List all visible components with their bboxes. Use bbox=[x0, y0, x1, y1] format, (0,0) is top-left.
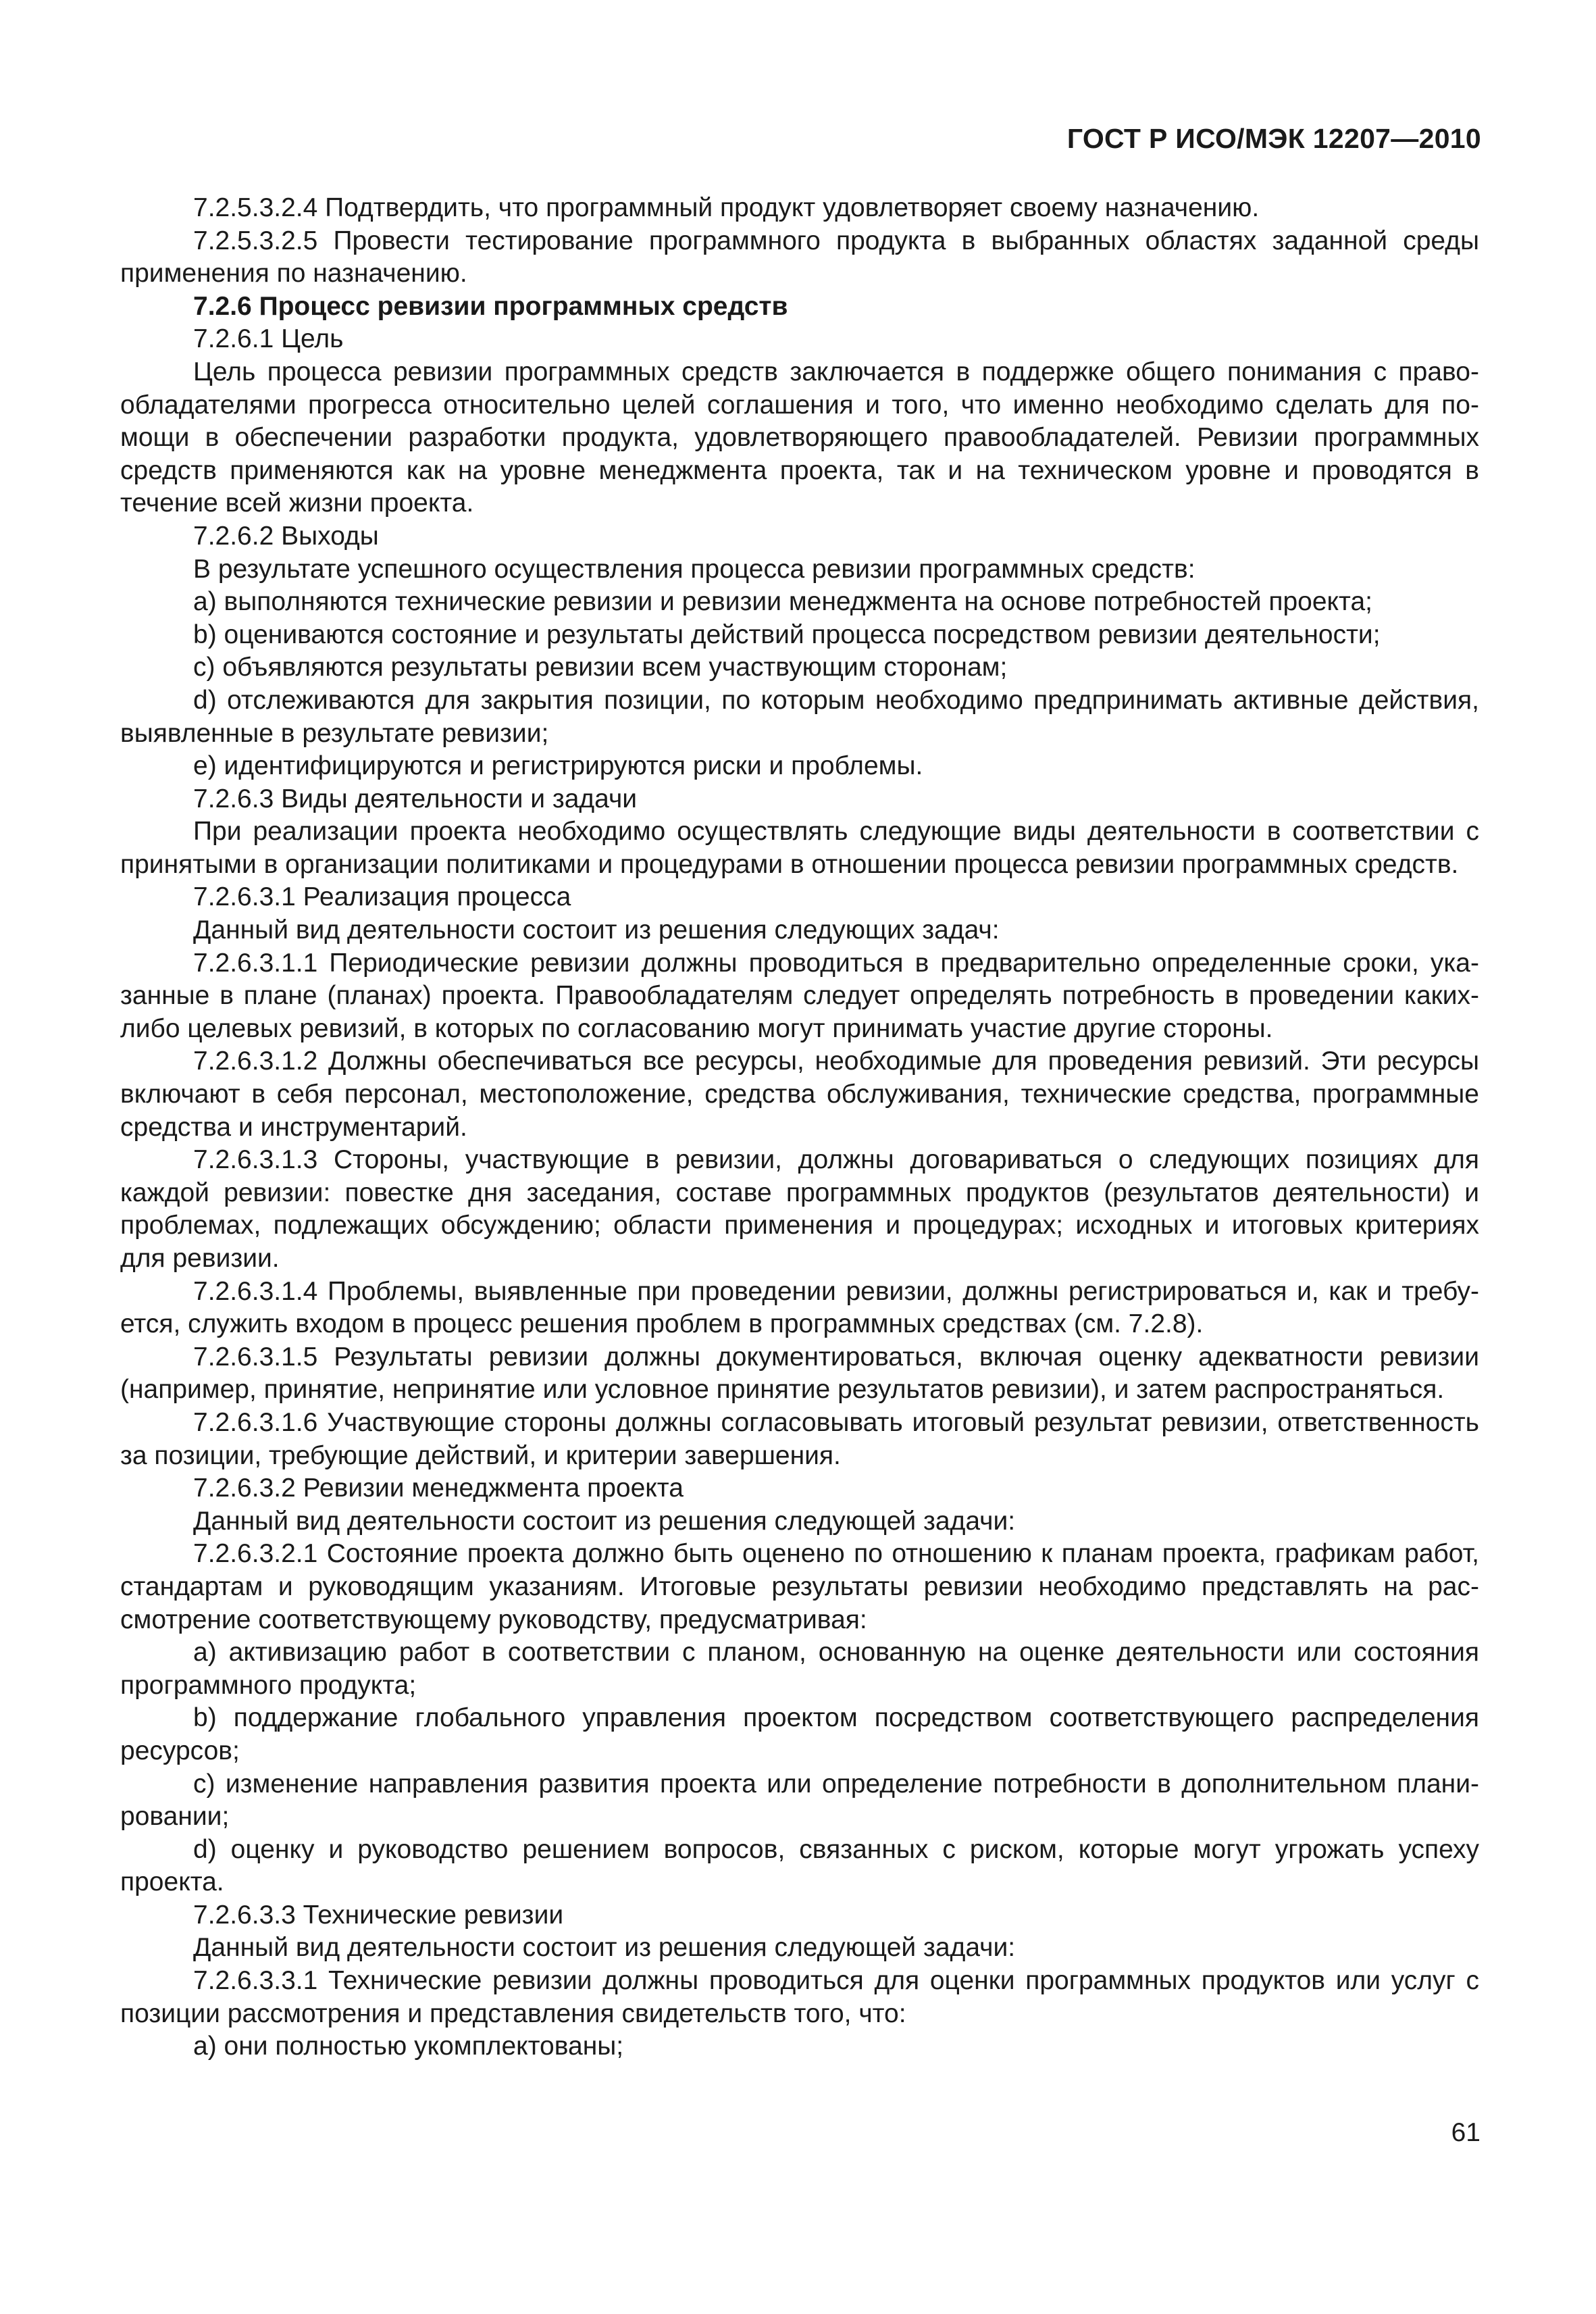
document-header: ГОСТ Р ИСО/МЭК 12207—2010 bbox=[1066, 123, 1481, 154]
paragraph: 7.2.6.3.1.1 Периодические ревизии должны проводиться в предварительно определенные сроки, указанные в плане (планах) проекта. Правообладателям следует определять потребность в проведении каких-либо целевых ревизий, в которых по согласованию могут принимать участие другие стороны. bbox=[120, 948, 1479, 1043]
paragraph: 7.2.5.3.2.4 Подтвердить, что программный продукт удовлетворяет своему назначению. bbox=[193, 193, 1260, 222]
paragraph: 7.2.6.3.1.2 Должны обеспечиваться все ресурсы, необходимые для проведения ревизий. Эти ресурсы включают в себя персонал, местоположение, средства обслуживания, технические средства, программные средства и инструментарий. bbox=[120, 1047, 1479, 1142]
subsection-heading: 7.2.6.3.2 Ревизии менеджмента проекта bbox=[193, 1474, 684, 1503]
paragraph: Цель процесса ревизии программных средств заключается в поддержке общего понимания с правообладателями прогресса относительно целей соглашения и того, что именно необходимо сделать для помощи в обеспечении разработки продукта, удовлетворяющего правообладателей. Ревизии программных средств применяются как на уровне менеджмента проекта, так и на техническом уровне и проводятся в течение всей жизни проекта. bbox=[120, 357, 1479, 518]
subsection-heading: 7.2.6.2 Выходы bbox=[193, 521, 379, 551]
paragraph: 7.2.6.3.1.3 Стороны, участвующие в ревизии, должны договариваться о следующих позициях для каждой ревизии: повестке дня заседания, составе программных продуктов (результатов деятельности) и проблемах, подлежащих обсуждению; области применения и процедурах; исходных и итоговых критериях для ревизии. bbox=[120, 1145, 1479, 1273]
paragraph: 7.2.6.3.1.5 Результаты ревизии должны документироваться, включая оценку адекватности ревизии (например, принятие, непринятие или условное принятие результатов ревизии), и затем распространяться. bbox=[120, 1342, 1479, 1405]
body-text bbox=[120, 192, 1479, 2063]
list-item: a) они полностью укомплектованы; bbox=[193, 2032, 624, 2061]
list-item: c) объявляются результаты ревизии всем участвующим сторонам; bbox=[193, 653, 1008, 682]
paragraph: 7.2.6.3.2.1 Состояние проекта должно быть оценено по отношению к планам проекта, графикам работ, стандартам и руководящим указаниям. Итоговые результаты ревизии необходимо представлять на рассмотрение соответствующему руководству, предусматривая: bbox=[120, 1539, 1479, 1634]
list-item: d) отслеживаются для закрытия позиции, по которым необходимо предпринимать активные действия, выявленные в результате ревизии; bbox=[120, 685, 1479, 748]
paragraph: При реализации проекта необходимо осуществлять следующие виды деятельности в соответствии с принятыми в организации политиками и процедурами в отношении процесса ревизии программных средств. bbox=[120, 817, 1479, 879]
list-item: c) изменение направления развития проекта или определение потребности в дополнительном планировании; bbox=[120, 1769, 1479, 1832]
paragraph: 7.2.6.3.3.1 Технические ревизии должны проводиться для оценки программных продуктов или услуг с позиции рассмотрения и представления свидетельств того, что: bbox=[120, 1966, 1479, 2028]
paragraph: Данный вид деятельности состоит из решения следующих задач: bbox=[193, 915, 1000, 945]
subsection-heading: 7.2.6.3.3 Технические ревизии bbox=[193, 1900, 564, 1930]
page-number: 61 bbox=[1451, 2118, 1481, 2147]
paragraph: В результате успешного осуществления процесса ревизии программных средств: bbox=[193, 554, 1195, 584]
paragraph: 7.2.5.3.2.5 Провести тестирование программного продукта в выбранных областях заданной среды применения по назначению. bbox=[120, 226, 1479, 288]
section-heading: 7.2.6 Процесс ревизии программных средств bbox=[193, 291, 788, 321]
list-item: e) идентифицируются и регистрируются риски и проблемы. bbox=[193, 751, 923, 781]
paragraph: Данный вид деятельности состоит из решения следующей задачи: bbox=[193, 1506, 1016, 1536]
list-item: b) оцениваются состояние и результаты действий процесса посредством ревизии деятельности; bbox=[193, 620, 1381, 649]
list-item: d) оценку и руководство решением вопросов, связанных с риском, которые могут угрожать успеху проекта. bbox=[120, 1834, 1479, 1897]
list-item: a) активизацию работ в соответствии с планом, основанную на оценке деятельности или состояния программного продукта; bbox=[120, 1638, 1479, 1700]
paragraph: 7.2.6.3.1.4 Проблемы, выявленные при проведении ревизии, должны регистрироваться и, как и требуется, служить входом в процесс решения проблем в программных средствах (см. 7.2.8). bbox=[120, 1276, 1479, 1339]
paragraph: 7.2.6.3.1.6 Участвующие стороны должны согласовывать итоговый результат ревизии, ответственность за позиции, требующие действий, и критерии завершения. bbox=[120, 1407, 1479, 1470]
list-item: a) выполняются технические ревизии и ревизии менеджмента на основе потребностей проекта; bbox=[193, 587, 1373, 617]
subsection-heading: 7.2.6.1 Цель bbox=[193, 324, 344, 354]
paragraph: Данный вид деятельности состоит из решения следующей задачи: bbox=[193, 1933, 1016, 1963]
subsection-heading: 7.2.6.3 Виды деятельности и задачи bbox=[193, 784, 638, 813]
list-item: b) поддержание глобального управления проектом посредством соответствующего распределения ресурсов; bbox=[120, 1703, 1479, 1765]
subsection-heading: 7.2.6.3.1 Реализация процесса bbox=[193, 882, 571, 912]
